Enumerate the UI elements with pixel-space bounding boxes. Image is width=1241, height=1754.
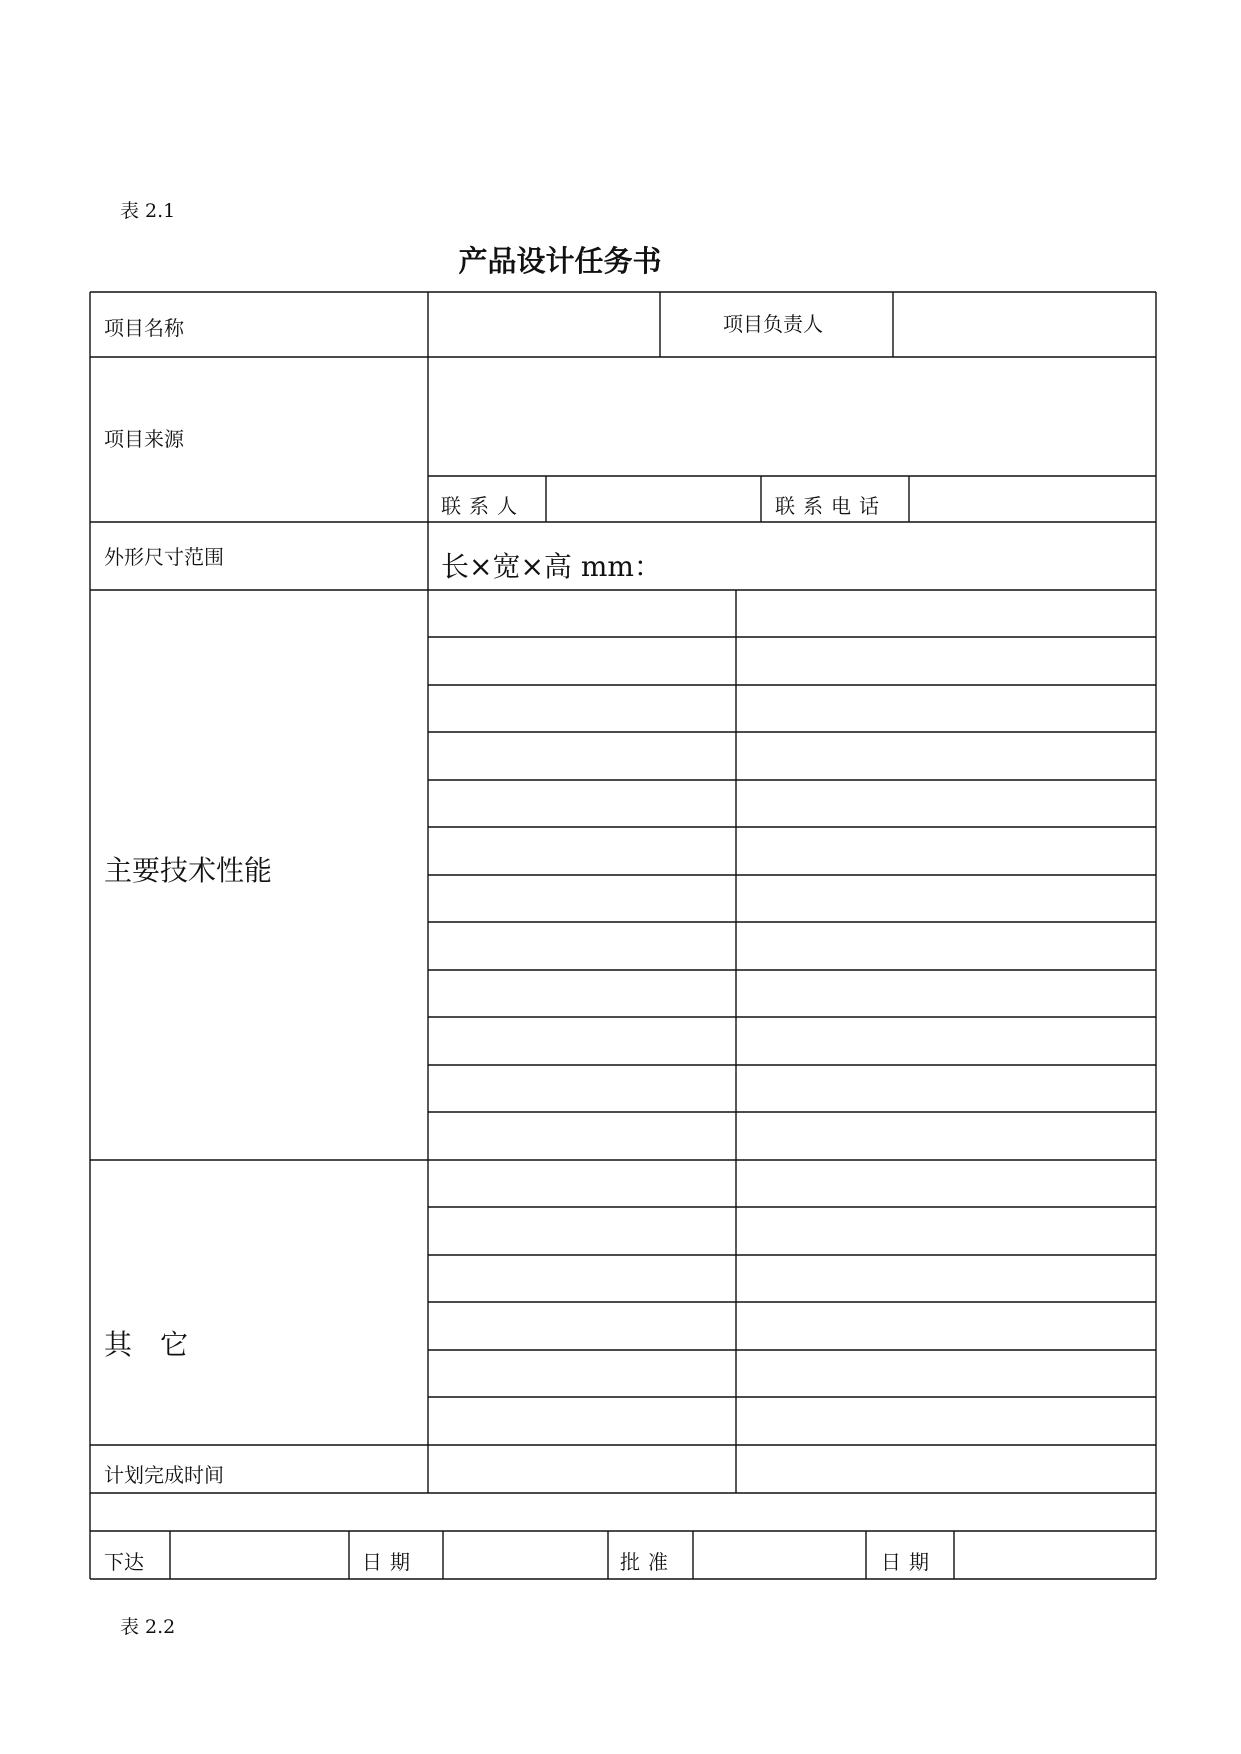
dimension-label: 外形尺寸范围 — [104, 545, 224, 569]
form-title: 产品设计任务书 — [458, 244, 662, 278]
other-item-field[interactable] — [429, 1351, 735, 1397]
other-value-field[interactable] — [737, 1161, 1155, 1207]
performance-item-field[interactable] — [429, 1113, 735, 1160]
performance-value-field[interactable] — [737, 876, 1155, 922]
performance-value-field[interactable] — [737, 923, 1155, 970]
performance-label: 主要技术性能 — [104, 854, 273, 887]
performance-value-field[interactable] — [737, 781, 1155, 827]
performance-item-field[interactable] — [429, 686, 735, 732]
dimension-value: 长×宽×高 mm： — [441, 550, 662, 583]
date-label-2: 日期 — [881, 1550, 937, 1574]
other-value-field[interactable] — [737, 1351, 1155, 1397]
issue-label: 下达 — [104, 1550, 144, 1574]
performance-item-field[interactable] — [429, 876, 735, 922]
other-item-field[interactable] — [429, 1303, 735, 1350]
performance-item-field[interactable] — [429, 923, 735, 970]
performance-value-field[interactable] — [737, 1018, 1155, 1065]
other-value-field[interactable] — [737, 1303, 1155, 1350]
contact-person-field[interactable] — [547, 477, 760, 521]
project-source-field[interactable] — [429, 358, 1155, 475]
performance-value-field[interactable] — [737, 686, 1155, 732]
performance-value-field[interactable] — [737, 638, 1155, 685]
contact-person-label: 联系人 — [441, 494, 525, 518]
performance-value-field[interactable] — [737, 1113, 1155, 1160]
performance-item-field[interactable] — [429, 638, 735, 685]
table-caption-top: 表 2.1 — [120, 200, 176, 222]
planned-time-label: 计划完成时间 — [104, 1463, 224, 1487]
performance-value-field[interactable] — [737, 591, 1155, 637]
performance-item-field[interactable] — [429, 781, 735, 827]
project-source-label: 项目来源 — [104, 427, 184, 451]
approve-label: 批准 — [620, 1550, 676, 1574]
performance-item-field[interactable] — [429, 828, 735, 875]
project-name-field[interactable] — [429, 293, 659, 356]
remarks-field[interactable] — [91, 1494, 1155, 1530]
performance-value-field[interactable] — [737, 828, 1155, 875]
dimension-field[interactable] — [429, 523, 1155, 589]
project-leader-label: 项目负责人 — [723, 312, 823, 336]
other-value-field[interactable] — [737, 1398, 1155, 1445]
project-leader-field[interactable] — [894, 293, 1155, 356]
performance-item-field[interactable] — [429, 971, 735, 1017]
other-item-field[interactable] — [429, 1398, 735, 1445]
contact-phone-label: 联系电话 — [775, 494, 887, 518]
planned-time-field-1[interactable] — [429, 1446, 735, 1492]
other-item-field[interactable] — [429, 1256, 735, 1302]
performance-item-field[interactable] — [429, 1018, 735, 1065]
approve-date-field[interactable] — [955, 1532, 1155, 1578]
planned-time-field-2[interactable] — [737, 1446, 1155, 1492]
issuer-field[interactable] — [171, 1532, 348, 1578]
project-name-label: 项目名称 — [104, 316, 184, 340]
date-label-1: 日期 — [362, 1550, 418, 1574]
performance-item-field[interactable] — [429, 733, 735, 780]
performance-value-field[interactable] — [737, 1066, 1155, 1112]
performance-item-field[interactable] — [429, 1066, 735, 1112]
performance-item-field[interactable] — [429, 591, 735, 637]
other-value-field[interactable] — [737, 1208, 1155, 1255]
other-label: 其 它 — [104, 1328, 189, 1361]
performance-value-field[interactable] — [737, 733, 1155, 780]
other-item-field[interactable] — [429, 1208, 735, 1255]
issue-date-field[interactable] — [444, 1532, 607, 1578]
contact-phone-field[interactable] — [910, 477, 1155, 521]
approver-field[interactable] — [694, 1532, 865, 1578]
other-item-field[interactable] — [429, 1161, 735, 1207]
other-value-field[interactable] — [737, 1256, 1155, 1302]
table-caption-bottom: 表 2.2 — [120, 1616, 176, 1638]
performance-value-field[interactable] — [737, 971, 1155, 1017]
